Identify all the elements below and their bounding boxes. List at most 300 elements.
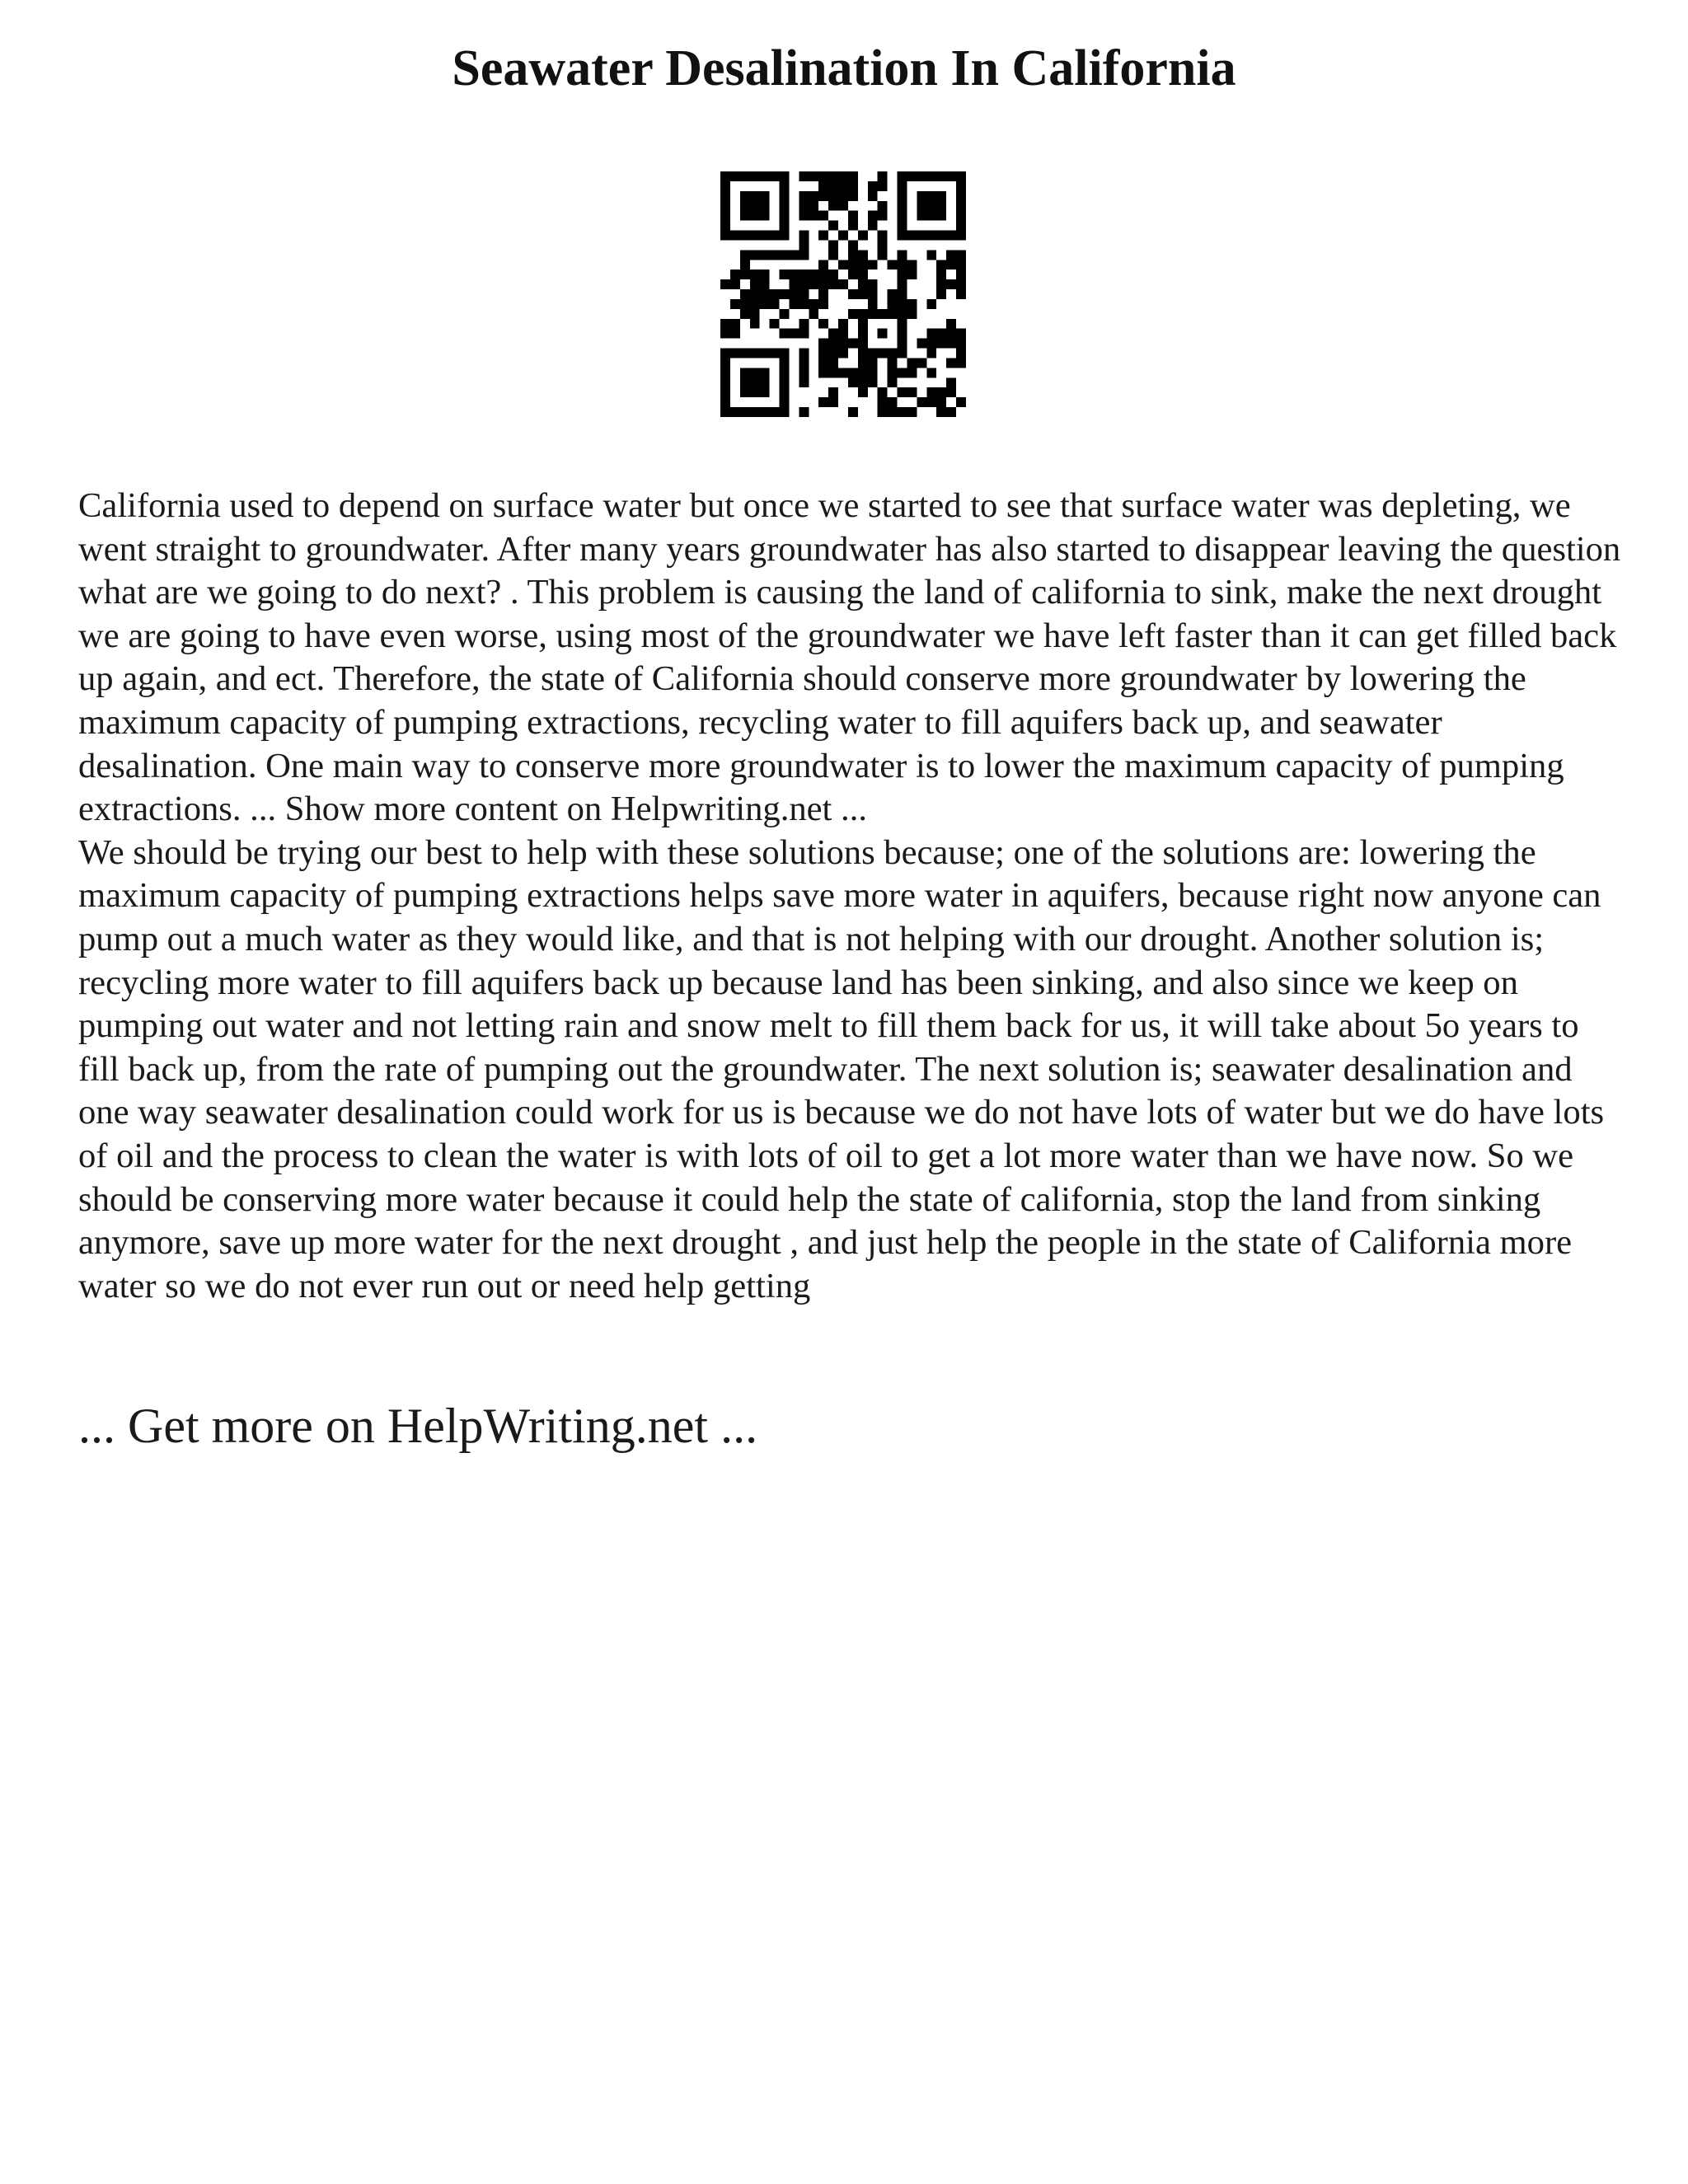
qr-module	[898, 279, 907, 289]
qr-module	[780, 368, 790, 377]
qr-module	[956, 201, 966, 211]
qr-module	[740, 309, 750, 319]
qr-module	[730, 231, 740, 241]
qr-module	[780, 269, 790, 279]
qr-module	[828, 329, 838, 339]
qr-module	[789, 329, 799, 339]
qr-module	[926, 231, 936, 241]
get-more-link[interactable]: ... Get more on HelpWriting.net ...	[78, 1399, 758, 1453]
qr-module	[917, 171, 926, 181]
qr-module	[789, 289, 799, 299]
qr-module	[780, 201, 790, 211]
article-paragraph-1: California used to depend on surface water but once we started to see that surface water was depleting, we went straight to groundwater. After many years groundwater has also started to disappear leaving the question what are we going to do next? . This problem is causing the land of california to sink, make the next drought we are going to have even worse, using most of the groundwater we have left faster than it can get filled back up again, and ect. Therefore, the state of California should conserve more groundwater by lowering the maximum capacity of pumping extractions, recycling water to fill aquifers back up, and seawater desalination. One main way to conserve more groundwater is to lower the maximum capacity of pumping extractions. ... Show more content on Helpwriting.net ...	[78, 486, 1621, 829]
qr-module	[780, 309, 790, 319]
qr-module	[878, 397, 888, 407]
qr-module	[898, 329, 907, 339]
qr-module	[750, 309, 760, 319]
qr-module	[858, 329, 868, 339]
qr-module	[838, 368, 848, 377]
qr-module	[878, 250, 888, 260]
qr-module	[956, 221, 966, 231]
qr-module	[780, 221, 790, 231]
qr-module	[888, 377, 898, 387]
qr-module	[898, 171, 907, 181]
qr-module	[740, 377, 750, 387]
qr-module	[848, 221, 858, 231]
qr-module	[760, 387, 770, 397]
qr-module	[740, 191, 750, 201]
qr-module	[907, 299, 917, 309]
qr-module	[818, 358, 828, 368]
qr-module	[946, 260, 956, 269]
qr-module	[760, 289, 770, 299]
qr-module	[878, 181, 888, 191]
qr-module	[740, 407, 750, 417]
qr-module	[926, 339, 936, 349]
qr-module	[818, 299, 828, 309]
qr-module	[936, 279, 946, 289]
qr-module	[720, 171, 730, 181]
qr-module	[946, 358, 956, 368]
qr-module	[750, 349, 760, 359]
qr-module	[917, 231, 926, 241]
qr-module	[868, 309, 878, 319]
qr-module	[858, 231, 868, 241]
qr-module	[789, 279, 799, 289]
qr-module	[740, 250, 750, 260]
qr-module	[789, 250, 799, 260]
qr-module	[956, 191, 966, 201]
qr-module	[868, 289, 878, 299]
qr-module	[760, 377, 770, 387]
qr-module	[760, 171, 770, 181]
qr-module	[956, 250, 966, 260]
qr-module	[828, 358, 838, 368]
qr-module	[720, 319, 730, 329]
qr-module	[760, 250, 770, 260]
qr-module	[818, 260, 828, 269]
qr-module	[720, 329, 730, 339]
qr-module	[878, 171, 888, 181]
qr-module	[936, 201, 946, 211]
qr-module	[956, 181, 966, 191]
qr-module	[760, 349, 770, 359]
qr-module	[936, 329, 946, 339]
qr-module	[720, 349, 730, 359]
qr-module	[946, 319, 956, 329]
qr-module	[956, 231, 966, 241]
qr-module	[946, 387, 956, 397]
qr-module	[799, 299, 809, 309]
qr-module	[898, 349, 907, 359]
qr-module	[898, 221, 907, 231]
qr-module	[926, 211, 936, 221]
qr-module	[828, 339, 838, 349]
qr-module	[898, 309, 907, 319]
qr-module	[828, 349, 838, 359]
qr-module	[858, 309, 868, 319]
qr-module	[799, 250, 809, 260]
qr-module	[799, 211, 809, 221]
qr-module	[858, 260, 868, 269]
qr-module	[946, 250, 956, 260]
qr-module	[720, 407, 730, 417]
qr-module	[780, 211, 790, 221]
qr-module	[946, 231, 956, 241]
qr-module	[780, 377, 790, 387]
qr-module	[888, 349, 898, 359]
qr-module	[770, 250, 780, 260]
qr-module	[858, 377, 868, 387]
qr-module	[936, 339, 946, 349]
qr-module	[780, 181, 790, 191]
qr-module	[780, 250, 790, 260]
qr-module	[799, 289, 809, 299]
qr-module	[936, 260, 946, 269]
qr-module	[898, 407, 907, 417]
qr-module	[888, 289, 898, 299]
qr-module	[898, 211, 907, 221]
qr-module	[799, 269, 809, 279]
qr-module	[750, 387, 760, 397]
qr-module	[828, 368, 838, 377]
qr-module	[858, 319, 868, 329]
qr-module	[868, 260, 878, 269]
qr-module	[917, 211, 926, 221]
qr-module	[848, 269, 858, 279]
qr-module	[720, 211, 730, 221]
qr-module	[818, 269, 828, 279]
qr-module	[858, 358, 868, 368]
qr-module	[770, 289, 780, 299]
qr-module	[848, 407, 858, 417]
qr-module	[898, 299, 907, 309]
qr-module	[936, 289, 946, 299]
qr-module	[898, 231, 907, 241]
qr-module	[907, 358, 917, 368]
qr-module	[730, 407, 740, 417]
qr-module	[780, 397, 790, 407]
qr-module	[848, 240, 858, 250]
qr-module	[946, 339, 956, 349]
qr-module	[868, 358, 878, 368]
qr-module	[868, 191, 878, 201]
qr-module	[926, 171, 936, 181]
qr-module	[799, 171, 809, 181]
qr-module	[926, 397, 936, 407]
qr-module	[848, 368, 858, 377]
qr-module	[848, 191, 858, 201]
qr-module	[956, 279, 966, 289]
qr-module	[828, 240, 838, 250]
qr-code-graphic	[720, 171, 966, 417]
qr-module	[907, 309, 917, 319]
qr-module	[898, 387, 907, 397]
qr-module	[956, 329, 966, 339]
qr-module	[926, 329, 936, 339]
qr-module	[799, 358, 809, 368]
qr-module	[956, 260, 966, 269]
qr-module	[760, 201, 770, 211]
qr-module	[956, 349, 966, 359]
qr-module	[848, 339, 858, 349]
qr-module	[720, 181, 730, 191]
qr-module	[858, 289, 868, 299]
qr-module	[799, 240, 809, 250]
qr-module	[936, 397, 946, 407]
qr-module	[868, 211, 878, 221]
qr-module	[799, 191, 809, 201]
qr-module	[770, 299, 780, 309]
qr-module	[780, 329, 790, 339]
qr-module	[730, 299, 740, 309]
qr-module	[917, 358, 926, 368]
qr-module	[888, 309, 898, 319]
qr-module	[730, 329, 740, 339]
qr-module	[917, 339, 926, 349]
qr-module	[809, 309, 818, 319]
qr-module	[730, 349, 740, 359]
qr-module	[828, 191, 838, 201]
qr-module	[828, 397, 838, 407]
qr-module	[917, 397, 926, 407]
qr-module	[878, 231, 888, 241]
qr-module	[868, 299, 878, 309]
qr-module	[907, 407, 917, 417]
qr-module	[750, 269, 760, 279]
qr-module	[799, 231, 809, 241]
qr-module	[730, 269, 740, 279]
qr-module	[956, 289, 966, 299]
qr-module	[780, 358, 790, 368]
qr-module	[878, 240, 888, 250]
qr-module	[917, 191, 926, 201]
qr-module	[720, 368, 730, 377]
qr-module	[946, 377, 956, 387]
qr-module	[828, 387, 838, 397]
qr-module	[750, 201, 760, 211]
qr-module	[926, 368, 936, 377]
qr-module	[730, 319, 740, 329]
qr-module	[838, 319, 848, 329]
qr-module	[799, 279, 809, 289]
qr-module	[848, 171, 858, 181]
qr-module	[898, 201, 907, 211]
qr-module	[828, 201, 838, 211]
page-title: Seawater Desalination In California	[452, 40, 1236, 96]
qr-module	[888, 397, 898, 407]
qr-module	[720, 397, 730, 407]
qr-module	[868, 368, 878, 377]
qr-module	[956, 397, 966, 407]
qr-module	[750, 377, 760, 387]
qr-module	[888, 407, 898, 417]
qr-module	[809, 299, 818, 309]
qr-module	[780, 231, 790, 241]
qr-module	[770, 407, 780, 417]
qr-module	[946, 329, 956, 339]
qr-module	[750, 211, 760, 221]
qr-module	[878, 407, 888, 417]
qr-module	[936, 191, 946, 201]
qr-module	[858, 387, 868, 397]
qr-module	[818, 339, 828, 349]
qr-module	[848, 250, 858, 260]
qr-module	[809, 171, 818, 181]
qr-module	[740, 171, 750, 181]
qr-module	[780, 407, 790, 417]
qr-module	[878, 329, 888, 339]
qr-module	[740, 211, 750, 221]
qr-module	[740, 299, 750, 309]
qr-module	[720, 221, 730, 231]
qr-module	[848, 260, 858, 269]
qr-module	[936, 211, 946, 221]
qr-module	[898, 368, 907, 377]
qr-module	[898, 191, 907, 201]
qr-module	[780, 171, 790, 181]
qr-module	[907, 231, 917, 241]
qr-module	[907, 269, 917, 279]
qr-module	[936, 407, 946, 417]
qr-module	[730, 279, 740, 289]
qr-module	[760, 191, 770, 201]
qr-module	[750, 250, 760, 260]
qr-module	[946, 407, 956, 417]
qr-module	[740, 269, 750, 279]
qr-module	[818, 397, 828, 407]
qr-module	[838, 260, 848, 269]
qr-module	[926, 299, 936, 309]
qr-module	[956, 171, 966, 181]
qr-module	[770, 231, 780, 241]
qr-module	[809, 269, 818, 279]
qr-module	[936, 269, 946, 279]
qr-module	[926, 387, 936, 397]
qr-module	[956, 358, 966, 368]
qr-module	[750, 231, 760, 241]
qr-module	[838, 349, 848, 359]
qr-module	[838, 181, 848, 191]
qr-module	[760, 231, 770, 241]
qr-module	[868, 181, 878, 191]
qr-code-icon	[720, 171, 966, 417]
qr-module	[936, 171, 946, 181]
qr-module	[750, 279, 760, 289]
qr-module	[818, 289, 828, 299]
qr-module	[828, 279, 838, 289]
qr-module	[898, 260, 907, 269]
qr-module	[720, 377, 730, 387]
qr-module	[818, 319, 828, 329]
qr-module	[750, 407, 760, 417]
qr-module	[898, 339, 907, 349]
qr-module	[818, 368, 828, 377]
qr-module	[780, 289, 790, 299]
qr-module	[907, 171, 917, 181]
qr-module	[858, 250, 868, 260]
qr-module	[898, 250, 907, 260]
qr-module	[828, 181, 838, 191]
article-paragraph-2: We should be trying our best to help with these solutions because; one of the solutions are: lowering the maximum capacity of pumping extractions helps save more water in aquifers, because right now anyone can pump out a much water as they would like, and that is not helping with our drought. Another solution is; recycling more water to fill aquifers back up because land has been sinking, and also since we keep on pumping out water and not letting rain and snow melt to fill them back for us, it will take about 5o years to fill back up, from the rate of pumping out the groundwater. The next solution is; seawater desalination and one way seawater desalination could work for us is because we do not have lots of water but we do have lots of oil and the process to clean the water is with lots of oil to get a lot more water than we have now. So we should be conserving more water because it could help the state of california, stop the land from sinking anymore, save up more water for the next drought , and just help the people in the state of California more water so we do not ever run out or need help getting	[78, 832, 1605, 1305]
qr-module	[818, 231, 828, 241]
qr-module	[838, 171, 848, 181]
qr-module	[760, 368, 770, 377]
qr-module	[780, 191, 790, 201]
qr-module	[720, 201, 730, 211]
qr-module	[868, 377, 878, 387]
qr-module	[750, 289, 760, 299]
qr-module	[888, 358, 898, 368]
qr-module	[818, 279, 828, 289]
qr-module	[818, 349, 828, 359]
qr-module	[799, 201, 809, 211]
qr-module	[878, 349, 888, 359]
qr-module	[750, 171, 760, 181]
qr-module	[946, 279, 956, 289]
qr-module	[780, 349, 790, 359]
qr-module	[858, 368, 868, 377]
qr-module	[868, 221, 878, 231]
qr-module	[898, 319, 907, 329]
qr-module	[770, 171, 780, 181]
qr-module	[888, 299, 898, 309]
qr-module	[828, 221, 838, 231]
qr-module	[946, 171, 956, 181]
qr-module	[740, 368, 750, 377]
qr-module	[740, 349, 750, 359]
qr-module	[868, 279, 878, 289]
qr-module	[799, 329, 809, 339]
qr-module	[878, 201, 888, 211]
qr-module	[809, 279, 818, 289]
qr-module	[848, 289, 858, 299]
qr-module	[740, 260, 750, 269]
qr-module	[799, 377, 809, 387]
qr-module	[838, 339, 848, 349]
qr-module	[956, 211, 966, 221]
qr-module	[926, 201, 936, 211]
qr-module	[898, 269, 907, 279]
qr-module	[858, 279, 868, 289]
qr-module	[838, 329, 848, 339]
qr-module	[818, 211, 828, 221]
qr-module	[770, 319, 780, 329]
qr-module	[799, 349, 809, 359]
qr-module	[878, 309, 888, 319]
qr-module	[858, 339, 868, 349]
qr-module	[838, 279, 848, 289]
qr-module	[809, 211, 818, 221]
qr-module	[838, 231, 848, 241]
qr-module	[956, 269, 966, 279]
qr-module	[720, 358, 730, 368]
qr-module	[789, 299, 799, 309]
qr-module	[848, 181, 858, 191]
qr-module	[838, 191, 848, 201]
qr-module	[898, 289, 907, 299]
qr-module	[838, 201, 848, 211]
qr-module	[858, 269, 868, 279]
qr-module	[750, 319, 760, 329]
qr-module	[818, 171, 828, 181]
qr-module	[818, 191, 828, 201]
qr-module	[907, 260, 917, 269]
qr-module	[799, 407, 809, 417]
qr-module	[760, 279, 770, 289]
qr-module	[750, 191, 760, 201]
qr-module	[760, 269, 770, 279]
